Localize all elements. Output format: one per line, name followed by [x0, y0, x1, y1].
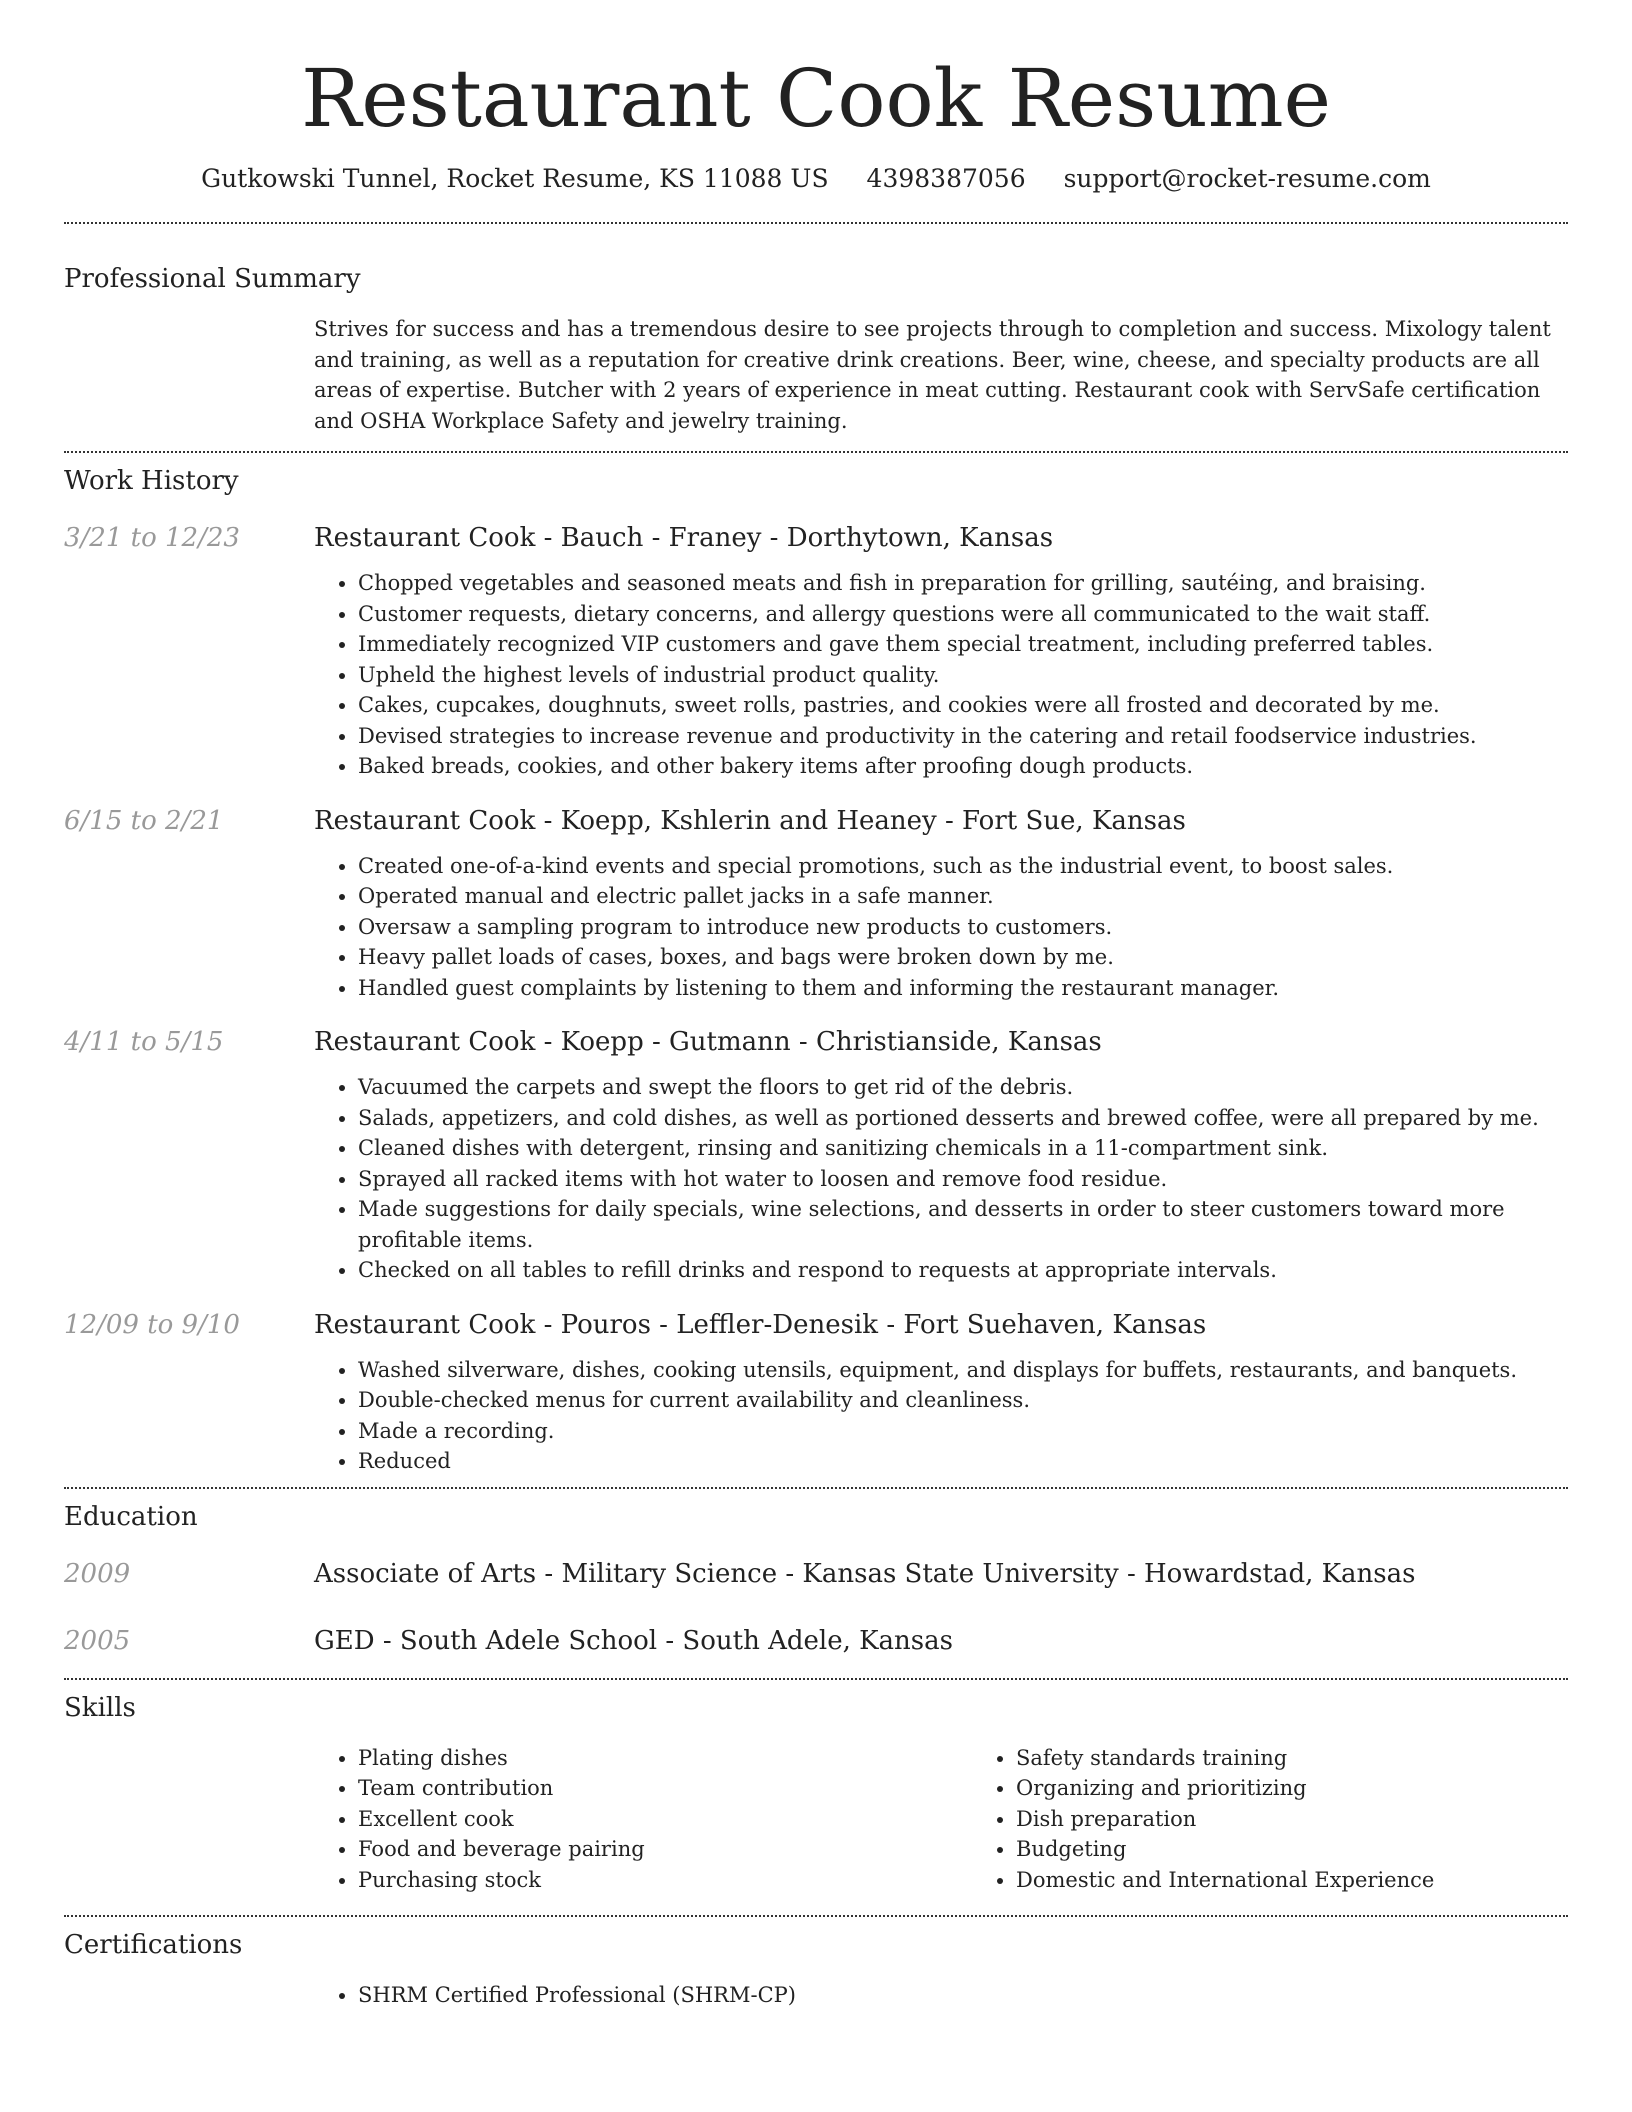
job-body [64, 568, 1568, 782]
job-dates: 12/09 to 9/10 [64, 1309, 240, 1340]
list-item: • Operated manual and electric pallet jacks in a safe manner. [358, 881, 1568, 912]
list-item: • Heavy pallet loads of cases, boxes, and bags were broken down by me. [358, 942, 1568, 973]
job-header [64, 1025, 1568, 1059]
section-divider [64, 222, 1568, 224]
summary-row [64, 314, 1568, 436]
job-header [64, 1308, 1568, 1342]
list-item: • Plating dishes [358, 1743, 972, 1774]
list-item: • Customer requests, dietary concerns, and allergy questions were all communicated to the wait staff. [358, 599, 1568, 630]
resume-title: Restaurant Cook Resume [301, 52, 1331, 145]
education-item [64, 1557, 1568, 1591]
education-text: Associate of Arts - Military Science - Kansas State University - Howardstad, Kansas [314, 1558, 1416, 1589]
list-item: • Created one-of-a-kind events and special promotions, such as the industrial event, to boost sales. [358, 851, 1568, 882]
education-year: 2009 [64, 1558, 131, 1589]
section-divider [64, 451, 1568, 453]
skills-heading: Skills [64, 1692, 136, 1723]
list-item: • Devised strategies to increase revenue and productivity in the catering and retail foodservice industries. [358, 721, 1568, 752]
list-item: • Domestic and International Experience [1016, 1865, 1630, 1896]
list-item: • Baked breads, cookies, and other bakery items after proofing dough products. [358, 751, 1568, 782]
list-item: • Oversaw a sampling program to introduce new products to customers. [358, 912, 1568, 943]
section-divider [64, 1487, 1568, 1489]
list-item: • Made a recording. [358, 1416, 1568, 1447]
education-item [64, 1624, 1568, 1658]
contact-email: support@rocket-resume.com [1063, 164, 1431, 193]
job-dates: 3/21 to 12/23 [64, 523, 240, 553]
job-header [64, 804, 1568, 838]
job-title: Restaurant Cook - Koepp, Kshlerin and Heaney - Fort Sue, Kansas [314, 805, 1186, 836]
list-item: • Salads, appetizers, and cold dishes, as well as portioned desserts and brewed coffee, were all prepared by me. [358, 1103, 1568, 1134]
list-item: • Food and beverage pairing [358, 1834, 972, 1865]
education-heading: Education [64, 1501, 198, 1532]
contact-line [64, 162, 1568, 196]
list-item: • Handled guest complaints by listening to them and informing the restaurant manager. [358, 973, 1568, 1004]
certifications-row [64, 1980, 1568, 2011]
list-item: • Sprayed all racked items with hot water to loosen and remove food residue. [358, 1164, 1568, 1195]
contact-phone: 4398387056 [866, 164, 1026, 193]
skills-list-right [972, 1743, 1630, 1896]
list-item: • Made suggestions for daily specials, wine selections, and desserts in order to steer customers toward more profitable items. [358, 1194, 1568, 1255]
list-item: • Vacuumed the carpets and swept the floors to get rid of the debris. [358, 1072, 1568, 1103]
skills-list-left [314, 1743, 972, 1896]
list-item: • Team contribution [358, 1773, 972, 1804]
list-item: • Double-checked menus for current availability and cleanliness. [358, 1385, 1568, 1416]
resume-page [64, 0, 1568, 2011]
list-item: • Dish preparation [1016, 1804, 1630, 1835]
list-item: • Budgeting [1016, 1834, 1630, 1865]
work-heading: Work History [64, 466, 239, 496]
job-body [64, 851, 1568, 1004]
skills-row [64, 1743, 1568, 1896]
job-header [64, 521, 1568, 555]
list-item: • Purchasing stock [358, 1865, 972, 1896]
job-body [64, 1355, 1568, 1477]
job-body [64, 1072, 1568, 1286]
job-entry [64, 1025, 1568, 1286]
section-divider [64, 1678, 1568, 1680]
certifications-heading: Certifications [64, 1930, 243, 1960]
summary-heading: Professional Summary [64, 264, 361, 294]
list-item: • Excellent cook [358, 1804, 972, 1835]
education-year: 2005 [64, 1625, 131, 1656]
list-item: • Checked on all tables to refill drinks and respond to requests at appropriate intervals. [358, 1255, 1568, 1286]
job-entry [64, 1308, 1568, 1477]
job-bullets [314, 1072, 1568, 1286]
job-entry [64, 804, 1568, 1004]
job-dates: 6/15 to 2/21 [64, 805, 224, 836]
list-item: • Reduced [358, 1446, 1568, 1477]
job-title: Restaurant Cook - Pouros - Leffler-Denesik - Fort Suehaven, Kansas [314, 1309, 1207, 1340]
job-bullets [314, 568, 1568, 782]
education-text: GED - South Adele School - South Adele, Kansas [314, 1625, 953, 1656]
certifications-list [314, 1980, 1568, 2011]
list-item: • Immediately recognized VIP customers and gave them special treatment, including preferred tables. [358, 629, 1568, 660]
list-item: • Upheld the highest levels of industrial product quality. [358, 660, 1568, 691]
list-item: • Chopped vegetables and seasoned meats and fish in preparation for grilling, sautéing, and braising. [358, 568, 1568, 599]
section-divider [64, 1915, 1568, 1917]
job-entry [64, 521, 1568, 782]
job-bullets [314, 1355, 1568, 1477]
contact-address: Gutkowski Tunnel, Rocket Resume, KS 11088 US [201, 164, 829, 193]
list-item: • Safety standards training [1016, 1743, 1630, 1774]
summary-text: Strives for success and has a tremendous desire to see projects through to completion and success. Mixology talent and training, as well as a reputation for creative drink creations. Beer, wine, cheese, and specialty products are all areas of expertise. Butcher with 2 years of experience in meat cutting. Restaurant cook with ServSafe certification and OSHA Workplace Safety and jewelry training. [314, 317, 1551, 433]
job-dates: 4/11 to 5/15 [64, 1027, 224, 1057]
job-title: Restaurant Cook - Bauch - Franey - Dorthytown, Kansas [314, 523, 1054, 553]
job-bullets [314, 851, 1568, 1004]
list-item: • Cleaned dishes with detergent, rinsing and sanitizing chemicals in a 11-compartment sink. [358, 1133, 1568, 1164]
list-item: • Cakes, cupcakes, doughnuts, sweet rolls, pastries, and cookies were all frosted and decorated by me. [358, 690, 1568, 721]
list-item: • SHRM Certified Professional (SHRM-CP) [358, 1980, 1568, 2011]
list-item: • Washed silverware, dishes, cooking utensils, equipment, and displays for buffets, restaurants, and banquets. [358, 1355, 1568, 1386]
list-item: • Organizing and prioritizing [1016, 1773, 1630, 1804]
job-title: Restaurant Cook - Koepp - Gutmann - Christianside, Kansas [314, 1027, 1102, 1057]
skills-grid [314, 1743, 1630, 1896]
